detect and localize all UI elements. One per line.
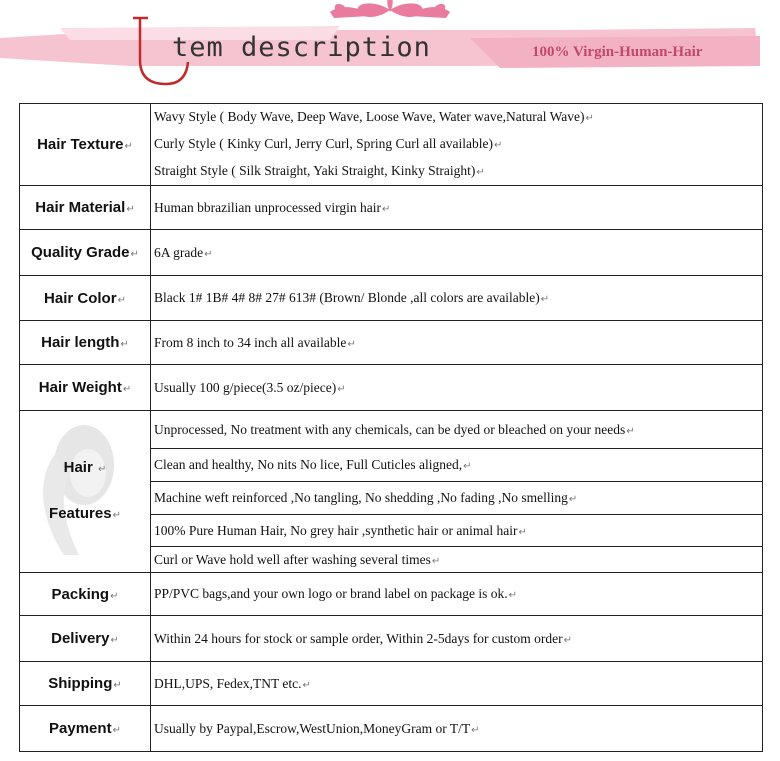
return-mark-icon: ↵ <box>117 294 126 306</box>
return-mark-icon: ↵ <box>540 294 550 305</box>
table-row <box>20 411 763 449</box>
row-label: Hair Material↵ <box>20 186 151 230</box>
table-row <box>20 321 763 365</box>
return-mark-icon: ↵ <box>124 141 133 152</box>
return-mark-icon: ↵ <box>302 679 311 691</box>
row-value: Human bbrazilian unprocessed virgin hair↵ <box>151 186 763 230</box>
label-line: Features↵ <box>49 504 121 522</box>
row-value: Machine weft reinforced ,No tangling, No shedding ,No fading ,No smelling↵ <box>151 482 763 515</box>
row-label: Hair Texture↵ <box>20 104 151 186</box>
row-label <box>20 411 151 573</box>
return-mark-icon: ↵ <box>585 113 594 124</box>
return-mark-icon: ↵ <box>476 167 485 178</box>
row-label: Hair Color↵ <box>20 276 151 321</box>
return-mark-icon: ↵ <box>568 494 578 505</box>
return-mark-icon: ↵ <box>120 339 129 350</box>
return-mark-icon: ↵ <box>431 555 441 567</box>
row-value: Usually 100 g/piece(3.5 oz/piece)↵ <box>151 365 763 411</box>
return-mark-icon: ↵ <box>508 590 517 601</box>
table-row <box>20 662 763 706</box>
row-label: Shipping↵ <box>20 662 151 706</box>
row-value: Within 24 hours for stock or sample order, Within 2-5days for custom order↵ <box>151 616 763 662</box>
row-value: Black 1# 1B# 4# 8# 27# 613# (Brown/ Blonde ,all colors are available)↵ <box>151 276 763 321</box>
spec-table <box>19 103 763 752</box>
row-value: Curl or Wave hold well after washing several times↵ <box>151 547 763 573</box>
return-mark-icon: ↵ <box>337 383 346 395</box>
table-row <box>20 616 763 662</box>
row-label: Delivery↵ <box>20 616 151 662</box>
label-line: Hair ↵ <box>63 458 107 476</box>
row-label: Hair Weight↵ <box>20 365 151 411</box>
row-label: Hair length↵ <box>20 321 151 365</box>
return-mark-icon: ↵ <box>110 590 119 602</box>
return-mark-icon: ↵ <box>204 248 213 260</box>
return-mark-icon: ↵ <box>626 425 635 437</box>
row-value: 100% Pure Human Hair, No grey hair ,synthetic hair or animal hair↵ <box>151 515 763 547</box>
table-row <box>20 706 763 752</box>
section-title: tem description <box>172 32 431 63</box>
list-item: Straight Style ( Silk Straight, Yaki Straight, Kinky Straight)↵ <box>154 163 485 178</box>
row-value: 6A grade↵ <box>151 230 763 276</box>
return-mark-icon: ↵ <box>471 724 480 736</box>
table-row <box>20 365 763 411</box>
return-mark-icon: ↵ <box>110 635 119 646</box>
table-row <box>20 573 763 616</box>
floral-ornament-icon <box>330 0 450 18</box>
list-item: Curly Style ( Kinky Curl, Jerry Curl, Spring Curl all available)↵ <box>154 136 503 151</box>
row-label: Quality Grade↵ <box>20 230 151 276</box>
row-value: Usually by Paypal,Escrow,WestUnion,MoneyGram or T/T↵ <box>151 706 763 752</box>
return-mark-icon: ↵ <box>97 463 107 475</box>
row-value: Clean and healthy, No nits No lice, Full Cuticles aligned,↵ <box>151 449 763 482</box>
return-mark-icon: ↵ <box>563 634 573 646</box>
return-mark-icon: ↵ <box>112 509 121 521</box>
return-mark-icon: ↵ <box>518 526 527 538</box>
table-row <box>20 276 763 321</box>
return-mark-icon: ↵ <box>347 338 356 350</box>
table-row <box>20 230 763 276</box>
return-mark-icon: ↵ <box>463 461 472 472</box>
section-header <box>0 0 780 95</box>
row-label: Packing↵ <box>20 573 151 616</box>
virgin-hair-badge: 100% Virgin-Human-Hair <box>532 44 703 60</box>
return-mark-icon: ↵ <box>113 680 122 691</box>
row-value: Unprocessed, No treatment with any chemicals, can be dyed or bleached on your needs↵ <box>151 411 763 449</box>
return-mark-icon: ↵ <box>493 140 503 151</box>
return-mark-icon: ↵ <box>112 725 121 736</box>
row-value: DHL,UPS, Fedex,TNT etc.↵ <box>151 662 763 706</box>
table-row <box>20 104 763 186</box>
return-mark-icon: ↵ <box>130 249 139 260</box>
list-item: Wavy Style ( Body Wave, Deep Wave, Loose Wave, Water wave,Natural Wave)↵ <box>154 109 594 124</box>
row-value: From 8 inch to 34 inch all available↵ <box>151 321 763 365</box>
table-row <box>20 186 763 230</box>
row-value <box>151 104 763 186</box>
return-mark-icon: ↵ <box>126 204 135 215</box>
row-value: PP/PVC bags,and your own logo or brand label on package is ok.↵ <box>151 573 763 616</box>
return-mark-icon: ↵ <box>381 203 391 215</box>
row-label: Payment↵ <box>20 706 151 752</box>
return-mark-icon: ↵ <box>122 384 132 395</box>
